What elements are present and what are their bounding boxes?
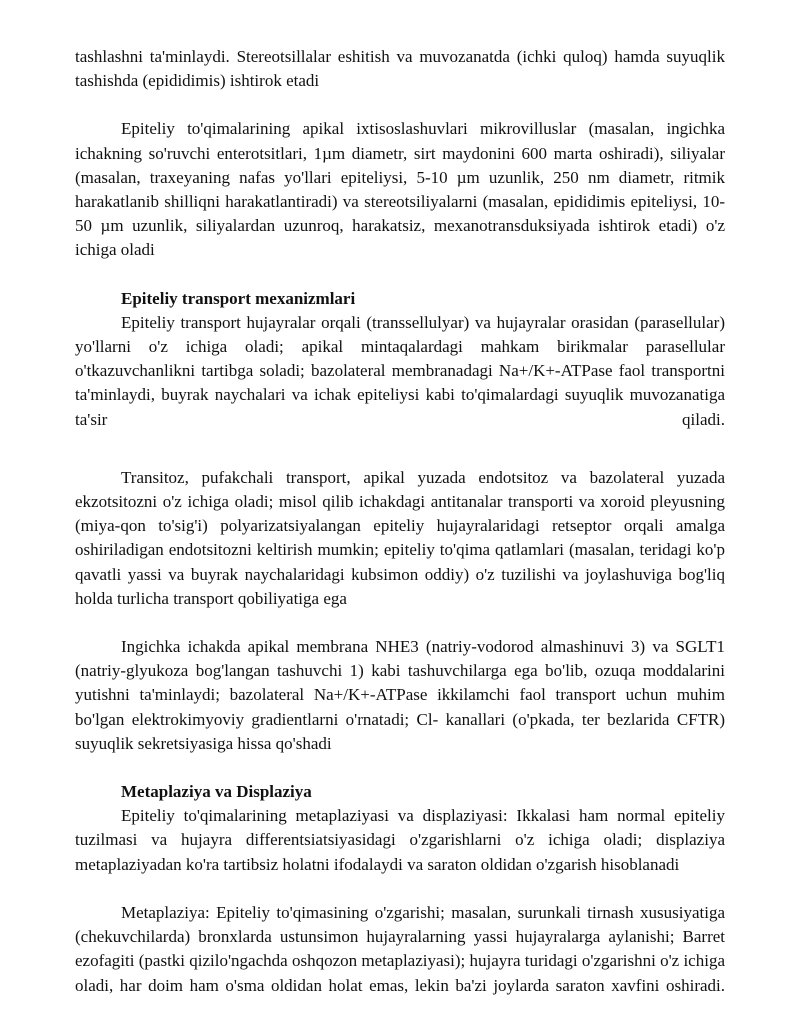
paragraph-transport-routes: Epiteliy transport hujayralar orqali (transsellulyar) va hujayralar orasidan (parasellular) yo'llarni o'z ichiga oladi; apikal mintaqalardagi mahkam birikmalar parasellular o'tkazuvchanlikni tartibga soladi; bazolateral membranadagi Na+/K+-ATPase faol transportni ta'minlaydi, buyrak naychalari va ichak epiteliysi kabi to'qimalardagi suyuqlik muvozanatiga ta'sir qiladi.	[75, 312, 725, 429]
paragraph-small-intestine: Ingichka ichakda apikal membrana NHE3 (natriy-vodorod almashinuvi 3) va SGLT1 (natriy-glyukoza bog'langan tashuvchi 1) kabi tashuvchilarga ega bo'lib, ozuqa moddalarini yutishni ta'minlaydi; bazolateral Na+/K+-ATPase ikkilamchi faol transport uchun muhim bo'lgan elektrokimyoviy gradientlarni o'rnatadi; Cl- kanallari (o'pkada, ter bezlarida CFTR) suyuqlik sekretsiyasiga hissa qo'shadi	[75, 637, 725, 753]
paragraph-intro-continuation: tashlashni ta'minlaydi. Stereotsillalar eshitish va muvozanatda (ichki quloq) hamda suyuqlik tashishda (epididimis) ishtirok etadi	[75, 47, 725, 91]
heading-transport-mechanisms: Epiteliy transport mexanizmlari	[121, 288, 356, 308]
paragraph-transcytosis: Transitoz, pufakchali transport, apikal yuzada endotsitoz va bazolateral yuzada ekzotsitozni o'z ichiga oladi; misol qilib ichakdagi antitanalar transporti va xoroid pleyusning (miya-qon to'sig'i) polyarizatsiyalangan epiteliy hujayralaridagi retseptor orqali amalga oshiriladigan endotsitozni keltirish mumkin; epiteliy to'qima qatlamlari (masalan, teridagi ko'p qavatli yassi va buyrak naychalaridagi kubsimon oddiy) o'z tuzilishi va joylashuviga bog'liq holda turlicha transport qobiliyatiga ega	[75, 467, 725, 608]
paragraph-apical-specializations: Epiteliy to'qimalarining apikal ixtisoslashuvlari mikrovilluslar (masalan, ingichka ichakning so'ruvchi enterotsitlari, 1µm diametr, sirt maydonini 600 marta oshiradi), siliyalar (masalan, traxeyaning nafas yo'llari epiteliysi, 5-10 µm uzunlik, 250 nm diametr, ritmik harakatlanib shilliqni harakatlantiradi) va stereotsiliyalarni (masalan, epididimis epiteliysi, 10-50 µm uzunlik, siliyalardan uzunroq, harakatsiz, mexanotransduksiyada ishtirok etadi) o'z ichiga oladi	[75, 119, 725, 260]
heading-metaplasia-dysplasia: Metaplaziya va Displaziya	[121, 782, 312, 802]
paragraph-metaplasia-dysplasia: Epiteliy to'qimalarining metaplaziyasi va displaziyasi: Ikkalasi ham normal epiteliy tuzilmasi va hujayra differentsiatsiyasidagi o'zgarishlarni o'z ichiga oladi; displaziya metaplaziyadan ko'ra tartibsiz holatni ifodalaydi va saraton oldidan o'zgarish hisoblanadi	[75, 806, 725, 874]
paragraph-metaplasia-definition: Metaplaziya: Epiteliy to'qimasining o'zgarishi; masalan, surunkali tirnash xususiyatiga (chekuvchilarda) bronxlarda ustunsimon hujayralarning yassi hujayralarga aylanishi; Barret ezofagiti (pastki qizilo'ngachda oshqozon metaplaziyasi); hujayra turidagi o'zgarishni o'z ichiga oladi, har doim ham o'sma oldidan holat emas, lekin ba'zi joylarda saraton xavfini oshiradi.	[75, 902, 725, 995]
